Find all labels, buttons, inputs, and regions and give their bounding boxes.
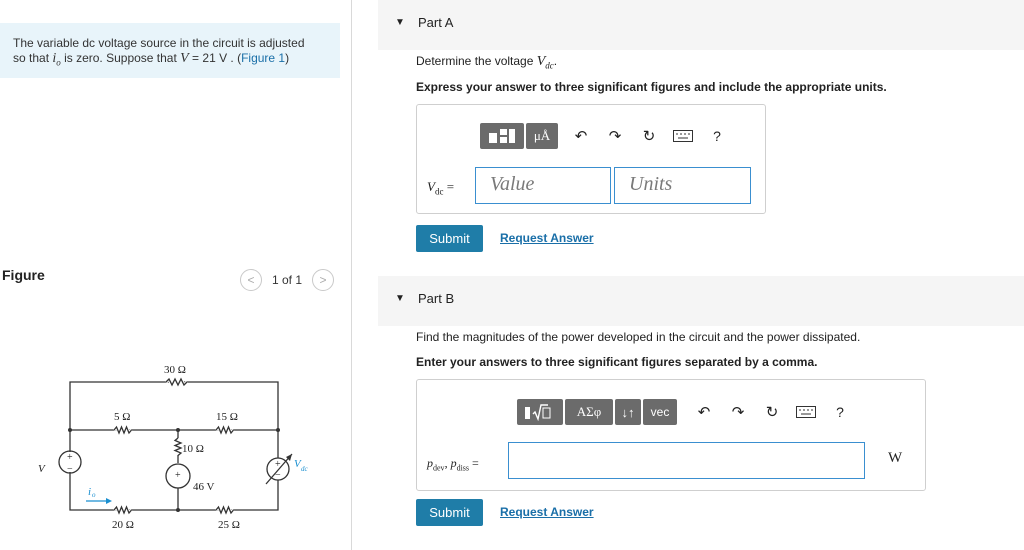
- redo-icon[interactable]: ↷: [731, 404, 745, 421]
- part-b-question: Find the magnitudes of the power developed in the circuit and the power dissipated.: [416, 330, 861, 344]
- label-v: V: [38, 463, 45, 475]
- help-button[interactable]: ?: [836, 404, 844, 420]
- equals-sign: =: [443, 179, 455, 194]
- collapse-triangle-icon[interactable]: ▼: [395, 293, 405, 304]
- p-symbol: p: [450, 456, 457, 470]
- vdc-label-sub: dc: [434, 186, 444, 197]
- subscript-superscript-button[interactable]: ↓↑: [615, 399, 641, 425]
- plus-vdc: +: [275, 459, 281, 470]
- reset-icon[interactable]: ↻: [642, 128, 656, 145]
- label-30: 30 Ω: [164, 364, 186, 376]
- part-a-answer-box: [416, 104, 766, 214]
- problem-statement: [0, 23, 340, 78]
- label-25: 25 Ω: [218, 519, 240, 531]
- sqrt-template-icon: [523, 403, 557, 421]
- label-io-sub: o: [92, 491, 96, 499]
- power-field-label: [427, 456, 479, 472]
- vdc-label-symbol: V: [427, 179, 435, 194]
- label-io: i: [88, 486, 92, 498]
- v-symbol: V: [180, 51, 189, 66]
- templates-icon: [487, 127, 517, 145]
- redo-icon[interactable]: ↷: [608, 128, 622, 145]
- comma-sep: ,: [444, 456, 451, 470]
- figure-link[interactable]: Figure 1: [241, 51, 286, 65]
- help-button[interactable]: ?: [713, 128, 721, 144]
- part-b-submit-button[interactable]: Submit: [416, 499, 483, 526]
- part-b-header[interactable]: [378, 276, 1024, 326]
- io-symbol: i: [52, 51, 57, 66]
- plus-v: +: [67, 452, 73, 463]
- part-a-instruction: Express your answer to three significant figures and include the appropriate units.: [416, 80, 887, 94]
- pager-text: 1 of 1: [272, 273, 303, 287]
- problem-text: so that: [13, 51, 53, 65]
- label-10: 10 Ω: [182, 443, 204, 455]
- bottom-wire: [70, 485, 278, 510]
- dev-sub: dev: [433, 463, 445, 473]
- problem-text: = 21 V . (: [188, 51, 242, 65]
- keyboard-icon[interactable]: [793, 399, 819, 425]
- label-5: 5 Ω: [114, 411, 131, 423]
- figure-pager: [240, 268, 334, 292]
- next-figure-button[interactable]: >: [312, 269, 334, 291]
- part-b-request-answer-link[interactable]: Request Answer: [500, 505, 594, 519]
- label-vdc: V: [294, 458, 301, 470]
- problem-line-2: [13, 51, 330, 70]
- diss-sub: diss: [456, 463, 470, 473]
- vec-button[interactable]: vec: [643, 399, 677, 425]
- part-a-toolbar: [480, 123, 730, 149]
- circuit-diagram: [30, 360, 330, 535]
- left-pane: [0, 0, 352, 550]
- part-b-toolbar: [517, 399, 853, 425]
- part-a-submit-button[interactable]: Submit: [416, 225, 483, 252]
- minus-vdc: −: [275, 470, 281, 481]
- part-a-title: Part A: [418, 15, 454, 30]
- part-a-question: [416, 54, 557, 70]
- question-text: Determine the voltage: [416, 54, 537, 68]
- undo-icon[interactable]: ↶: [574, 128, 588, 145]
- resistor-10: [175, 438, 181, 456]
- problem-text: ): [285, 51, 290, 65]
- collapse-triangle-icon[interactable]: ▼: [395, 17, 405, 28]
- part-a-header[interactable]: [378, 0, 1024, 50]
- units-button[interactable]: μÅ: [526, 123, 558, 149]
- plus-46: +: [175, 470, 181, 481]
- label-15: 15 Ω: [216, 411, 238, 423]
- label-46v: 46 V: [193, 481, 215, 493]
- keyboard-icon[interactable]: [670, 123, 696, 149]
- question-text: .: [553, 54, 558, 68]
- problem-text: is zero. Suppose that: [60, 51, 181, 65]
- templates-sqrt-button[interactable]: [517, 399, 563, 425]
- power-input[interactable]: [508, 442, 865, 479]
- units-input[interactable]: Units: [614, 167, 751, 204]
- greek-button[interactable]: ΑΣφ: [565, 399, 613, 425]
- vdc-symbol: V: [536, 54, 546, 69]
- part-a-request-answer-link[interactable]: Request Answer: [500, 231, 594, 245]
- equals-sign: =: [469, 456, 479, 470]
- label-20: 20 Ω: [112, 519, 134, 531]
- io-subscript: o: [56, 57, 61, 68]
- p-symbol: p: [427, 456, 433, 470]
- part-b-instruction: Enter your answers to three significant figures separated by a comma.: [416, 355, 818, 369]
- reset-icon[interactable]: ↻: [765, 404, 779, 421]
- prev-figure-button[interactable]: <: [240, 269, 262, 291]
- undo-icon[interactable]: ↶: [697, 404, 711, 421]
- value-input[interactable]: Value: [475, 167, 611, 204]
- part-b-title: Part B: [418, 291, 455, 306]
- label-vdc-sub: dc: [301, 465, 308, 473]
- top-wire: [70, 382, 278, 430]
- templates-button[interactable]: [480, 123, 524, 149]
- minus-v: −: [67, 464, 73, 475]
- vdc-field-label: [427, 179, 454, 197]
- figure-title: Figure: [2, 267, 45, 283]
- right-pane: [353, 0, 1024, 550]
- problem-line-1: The variable dc voltage source in the circuit is adjusted: [13, 36, 305, 50]
- watt-unit: W: [888, 450, 903, 466]
- part-b-answer-box: [416, 379, 926, 491]
- vdc-subscript: dc: [545, 60, 554, 71]
